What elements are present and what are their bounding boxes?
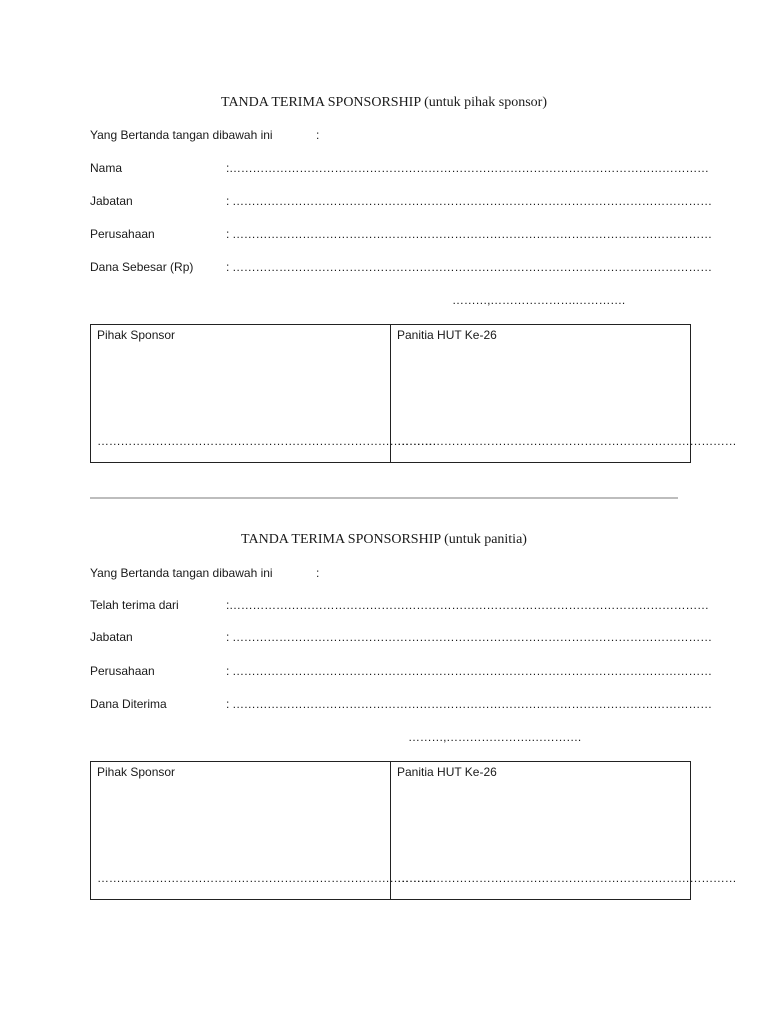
top-intro: Yang Bertanda tangan dibawah ini (90, 128, 273, 142)
top-field-dana-label: Dana Sebesar (Rp) (90, 260, 194, 274)
top-date-line: ………,………………….…………. (452, 293, 625, 307)
bottom-field-dana-label: Dana Diterima (90, 697, 167, 711)
bottom-signature-sponsor-head: Pihak Sponsor (97, 765, 176, 779)
top-field-dana-fill: : …………………………………………………………………………………………………………… (226, 260, 712, 274)
bottom-field-terima-label: Telah terima dari (90, 598, 179, 612)
section-divider (90, 497, 678, 499)
top-signature-sponsor-line: …………………………………………………………………………… (97, 434, 437, 448)
bottom-field-perusahaan-fill: : …………………………………………………………………………………………………………… (226, 664, 712, 678)
top-signature-panitia (391, 325, 737, 462)
top-field-perusahaan-fill: : …………………………………………………………………………………………………………… (226, 227, 712, 241)
top-field-jabatan-label: Jabatan (90, 194, 133, 208)
bottom-title: TANDA TERIMA SPONSORSHIP (untuk panitia) (241, 532, 527, 547)
top-signature-sponsor-head: Pihak Sponsor (97, 328, 176, 342)
top-title: TANDA TERIMA SPONSORSHIP (untuk pihak sponsor) (221, 95, 547, 110)
bottom-signature-panitia-head: Panitia HUT Ke-26 (397, 765, 497, 779)
top-signature-panitia-line: …………………………………………………………………………… (397, 434, 737, 448)
bottom-signature-panitia (391, 762, 737, 899)
bottom-field-terima-fill: :…………………………………………………………………………………………………………… (226, 598, 709, 612)
bottom-signature-sponsor-line: …………………………………………………………………………… (97, 871, 437, 885)
bottom-intro-colon: : (316, 566, 320, 580)
top-field-perusahaan-label: Perusahaan (90, 227, 155, 241)
bottom-field-jabatan-fill: : …………………………………………………………………………………………………………… (226, 630, 712, 644)
top-field-nama-fill: :…………………………………………………………………………………………………………… (226, 161, 709, 175)
top-field-nama-label: Nama (90, 161, 123, 175)
bottom-date-line: ………,………………….…………. (408, 730, 581, 744)
bottom-field-jabatan-label: Jabatan (90, 630, 133, 644)
top-signature-sponsor (91, 325, 437, 462)
top-signature-panitia-head: Panitia HUT Ke-26 (397, 328, 497, 342)
bottom-field-dana-fill: : …………………………………………………………………………………………………………… (226, 697, 712, 711)
top-field-jabatan-fill: : …………………………………………………………………………………………………………… (226, 194, 712, 208)
top-signature-box (90, 324, 737, 463)
bottom-signature-panitia-line: …………………………………………………………………………… (397, 871, 737, 885)
bottom-signature-box (90, 761, 737, 900)
bottom-intro: Yang Bertanda tangan dibawah ini (90, 566, 273, 580)
bottom-signature-sponsor (91, 762, 437, 899)
top-intro-colon: : (316, 128, 320, 142)
bottom-field-perusahaan-label: Perusahaan (90, 664, 155, 678)
